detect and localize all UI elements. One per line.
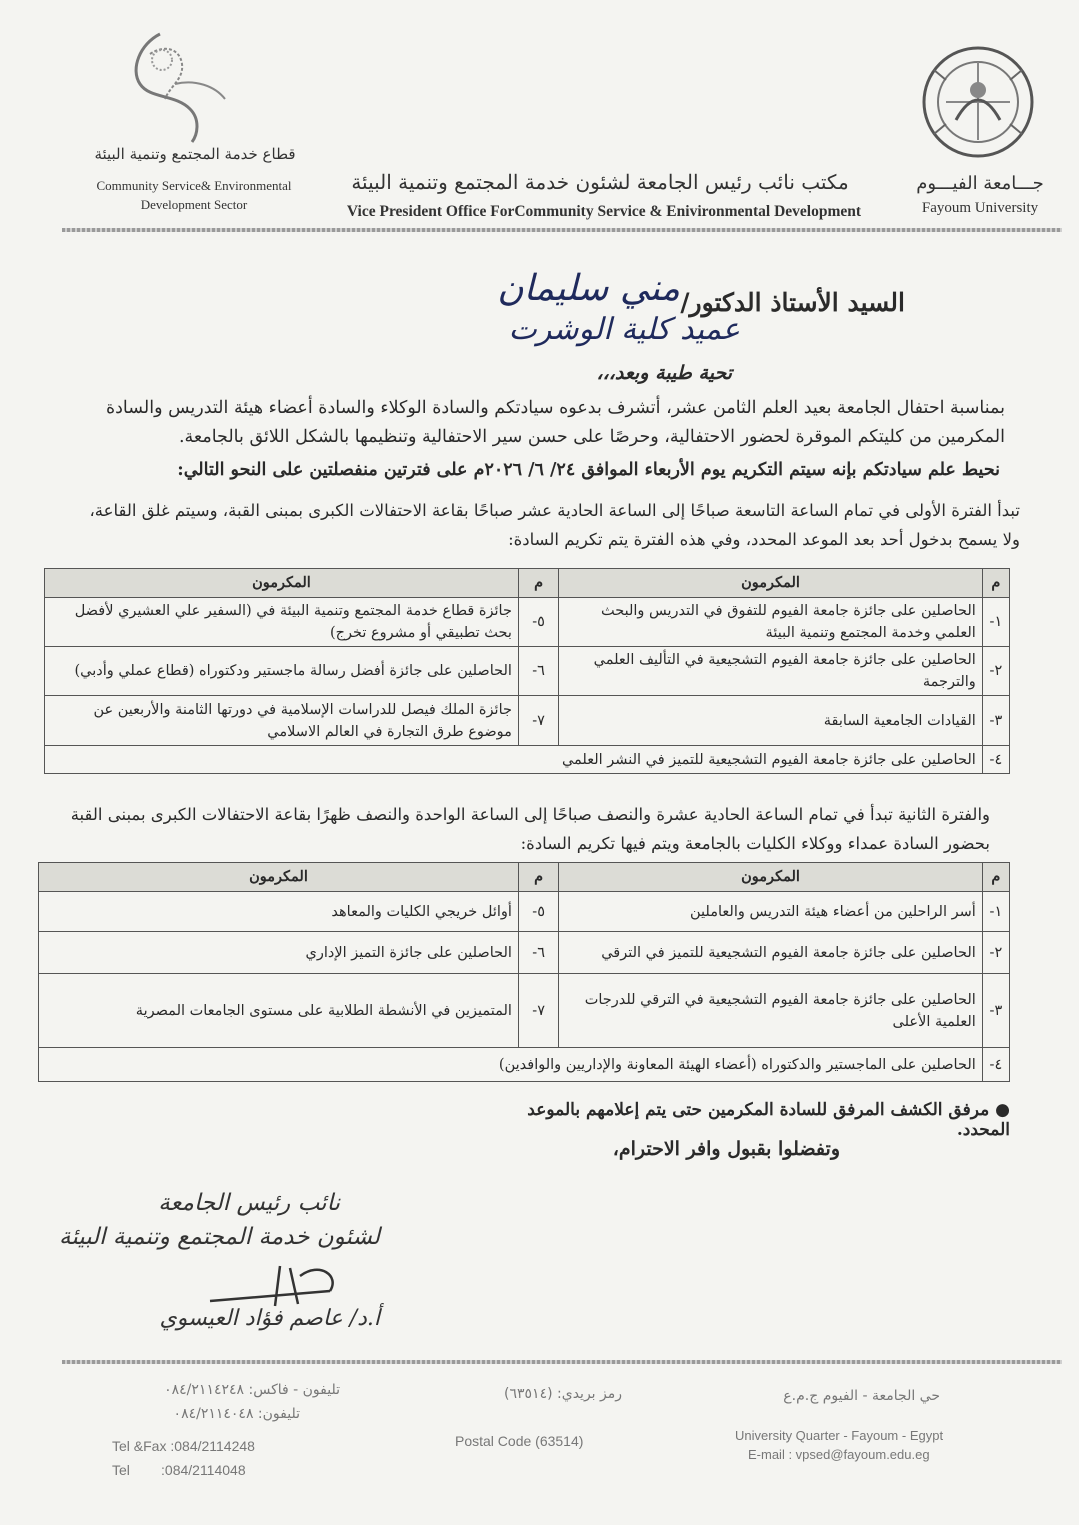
- attachment-note-text: مرفق الكشف المرفق للسادة المكرمين حتى يتم إعلامهم بالموعد المحدد.: [527, 1100, 1010, 1140]
- paragraph-first-period: تبدأ الفترة الأولى في تمام الساعة التاسعة صباحًا إلى الساعة الحادية عشر صباحًا بقاعة الاحتفالات الكبرى بمبنى القبة، وسيتم غلق القاعة، ولا يسمح بدخول أحد بعد الموعد المحدد، وفي هذه الفترة يتم تكريم السادة:: [89, 501, 1020, 549]
- signatory-title-1: نائب رئيس الجامعة: [158, 1190, 340, 1216]
- table-header-row: [45, 569, 1010, 598]
- office-name-en: Vice President Office ForCommunity Service & Enivironmental Development: [346, 203, 862, 220]
- col-num-right: م: [982, 863, 1009, 892]
- row-number: ٢-: [982, 647, 1009, 696]
- table-row: [39, 892, 1010, 932]
- table-row: [39, 974, 1010, 1048]
- handwritten-title: عميد كلية الوشرت: [508, 312, 740, 347]
- university-name-en: Fayoum University: [921, 200, 1039, 216]
- sector-name-ar: قطاع خدمة المجتمع وتنمية البيئة: [94, 145, 296, 163]
- honoree-cell: الحاصلين على جائزة جامعة الفيوم للتفوق في التدريس والبحث العلمي وخدمة المجتمع وتنمية البيئة: [559, 598, 983, 647]
- col-num-left: م: [518, 863, 558, 892]
- bullet-icon: ●: [995, 1100, 1010, 1120]
- table-row: [45, 647, 1010, 696]
- honoree-cell: أسر الراحلين من أعضاء هيئة التدريس والعاملين: [559, 892, 982, 932]
- row-number: ٦-: [518, 647, 558, 696]
- col-num-left: م: [518, 569, 558, 598]
- table-header-row: [39, 863, 1010, 892]
- honoree-cell: الحاصلين على الماجستير والدكتوراه (أعضاء الهيئة المعاونة والإداريين والوافدين): [39, 1048, 983, 1082]
- footer-tel2-en: Tel :084/2114048: [112, 1462, 246, 1478]
- footer-address-en: University Quarter - Fayoum - Egypt: [735, 1428, 944, 1443]
- sector-name-en-1: Community Service& Environmental: [96, 178, 292, 193]
- honoree-cell: الحاصلين على جائزة أفضل رسالة ماجستير ودكتوراه (قطاع عملي وأدبي): [45, 647, 519, 696]
- col-honorees-left: المكرمون: [39, 863, 519, 892]
- footer-postal-ar: رمز بريدي: (٦٣٥١٤): [504, 1386, 622, 1402]
- col-honorees-left: المكرمون: [45, 569, 519, 598]
- honoree-cell: الحاصلين على جائزة جامعة الفيوم التشجيعية للتميز في الترقي: [559, 932, 982, 974]
- paragraph-date: نحيط علم سيادتكم بإنه سيتم التكريم يوم الأربعاء الموافق ٢٤/ ٦/ ٢٠٢٦م على فترتين منفصلتين على النحو التالي:: [177, 460, 1000, 480]
- row-number: ٥-: [518, 892, 558, 932]
- footer-postal-en: Postal Code (63514): [455, 1433, 584, 1449]
- footer-divider: [62, 1360, 1062, 1364]
- footer-tel-en: Tel &Fax :084/2114248: [112, 1438, 255, 1454]
- table-row: [39, 1048, 1010, 1082]
- row-number: ٣-: [982, 974, 1009, 1048]
- table-row: [39, 932, 1010, 974]
- attachment-note: [470, 1100, 1010, 1140]
- header-divider: [62, 228, 1062, 232]
- col-honorees-right: المكرمون: [559, 569, 983, 598]
- table-row: [45, 746, 1010, 774]
- paragraph-intro: بمناسبة احتفال الجامعة بعيد العلم الثامن عشر، أتشرف بدعوه سيادتكم والسادة الوكلاء والسادة أعضاء هيئة التدريس والسادة المكرمين من كليتكم الموقرة لحضور الاحتفالية، وحرصًا على حسن سير الاحتفالية وتنظيمها بالشكل اللائق بالجامعة.: [105, 398, 1005, 447]
- salutation-line: السيد الأستاذ الدكتور/: [680, 288, 905, 317]
- honoree-cell: جائزة قطاع خدمة المجتمع وتنمية البيئة في (السفير علي العشيري لأفضل بحث تطبيقي أو مشروع تخرج): [45, 598, 519, 647]
- row-number: ٣-: [982, 696, 1009, 746]
- footer-tel-ar: تليفون - فاكس: ٠٨٤/٢١١٤٢٤٨: [164, 1382, 340, 1398]
- row-number: ٥-: [518, 598, 558, 647]
- signatory-name: أ.د/ عاصم فؤاد العيسوي: [159, 1306, 380, 1331]
- col-num-right: م: [982, 569, 1009, 598]
- office-name-ar: مكتب نائب رئيس الجامعة لشئون خدمة المجتمع وتنمية البيئة: [351, 170, 849, 194]
- honoree-cell: المتميزين في الأنشطة الطلابية على مستوى الجامعات المصرية: [39, 974, 519, 1048]
- row-number: ٤-: [982, 746, 1009, 774]
- honoree-cell: القيادات الجامعية السابقة: [559, 696, 983, 746]
- handwritten-name: مني سليمان: [497, 268, 680, 309]
- table-row: [45, 696, 1010, 746]
- paragraph-second-period: والفترة الثانية تبدأ في تمام الساعة الحادية عشرة والنصف صباحًا إلى الساعة الواحدة والنصف ظهرًا بقاعة الاحتفالات الكبرى بمبنى القبة بحضور السادة عمداء ووكلاء الكليات بالجامعة ويتم فيها تكريم السادة:: [70, 805, 990, 853]
- university-logo: [916, 40, 1040, 164]
- sector-name-en-2: Development Sector: [140, 197, 248, 212]
- second-period-table: [38, 862, 1010, 1082]
- greeting: تحية طيبة وبعد،،،: [596, 362, 732, 384]
- closing-regards: وتفضلوا بقبول وافر الاحترام،: [612, 1138, 840, 1160]
- honoree-cell: الحاصلين على جائزة التميز الإداري: [39, 932, 519, 974]
- honoree-cell: جائزة الملك فيصل للدراسات الإسلامية في دورتها الثامنة والأربعين عن موضوع طرق التجارة في العالم الاسلامي: [45, 696, 519, 746]
- col-honorees-right: المكرمون: [559, 863, 982, 892]
- footer-email: E-mail : vpsed@fayoum.edu.eg: [748, 1447, 930, 1462]
- sector-logo: [120, 24, 240, 144]
- signatory-title-2: لشئون خدمة المجتمع وتنمية البيئة: [58, 1224, 380, 1250]
- honoree-cell: أوائل خريجي الكليات والمعاهد: [39, 892, 519, 932]
- row-number: ٧-: [518, 696, 558, 746]
- honoree-cell: الحاصلين على جائزة جامعة الفيوم التشجيعية في التأليف العلمي والترجمة: [559, 647, 983, 696]
- row-number: ٦-: [518, 932, 558, 974]
- honoree-cell: الحاصلين على جائزة جامعة الفيوم التشجيعية في الترقي للدرجات العلمية الأعلى: [559, 974, 982, 1048]
- honoree-cell: الحاصلين على جائزة جامعة الفيوم التشجيعية للتميز في النشر العلمي: [45, 746, 983, 774]
- row-number: ١-: [982, 598, 1009, 647]
- row-number: ٤-: [982, 1048, 1009, 1082]
- row-number: ٢-: [982, 932, 1009, 974]
- row-number: ١-: [982, 892, 1009, 932]
- row-number: ٧-: [518, 974, 558, 1048]
- footer-tel2-ar: تليفون: ٠٨٤/٢١١٤٠٤٨: [173, 1406, 300, 1422]
- table-row: [45, 598, 1010, 647]
- footer-address-ar: حي الجامعة - الفيوم ج.م.ع: [783, 1388, 940, 1404]
- university-name-ar: جـــامعة الفيـــوم: [916, 173, 1044, 194]
- first-period-table: [44, 568, 1010, 774]
